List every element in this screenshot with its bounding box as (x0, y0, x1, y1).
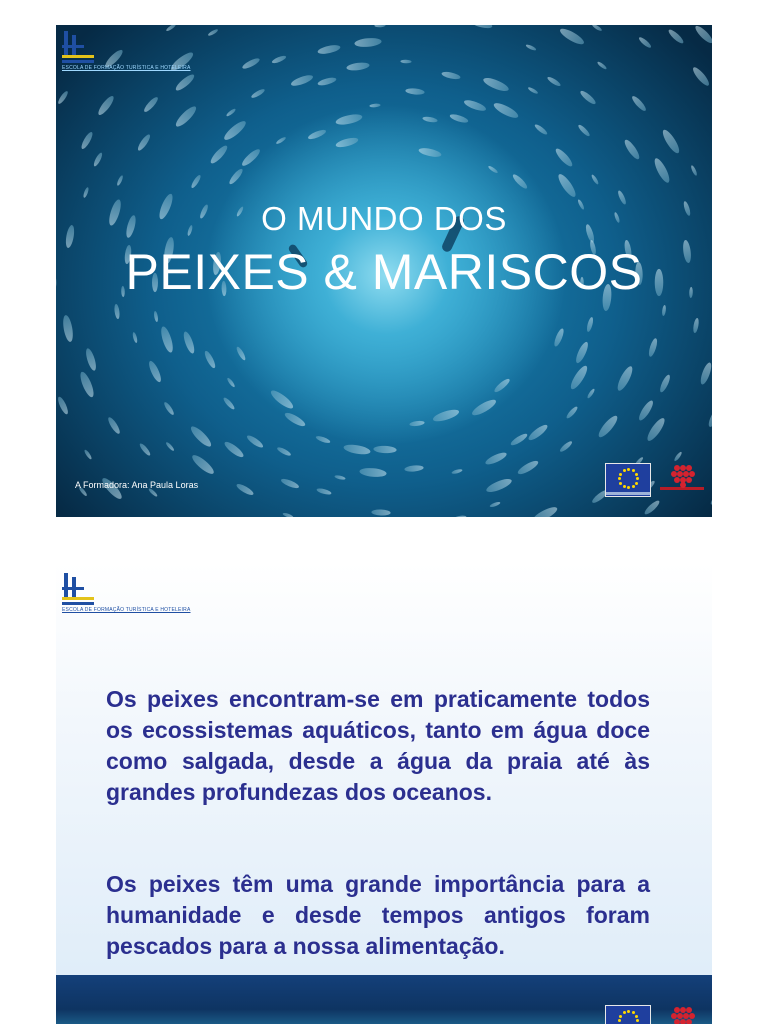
fish-shape (225, 108, 236, 118)
fish-shape (690, 165, 698, 177)
fish-shape (335, 136, 359, 149)
fish-shape (83, 448, 92, 459)
fish-shape (372, 509, 391, 516)
fish-shape (275, 136, 286, 145)
eu-star-shape (618, 1019, 621, 1022)
fish-shape (84, 347, 98, 371)
fish-shape (693, 25, 712, 45)
qren-dot-shape (689, 471, 695, 477)
fish-shape (527, 86, 538, 95)
eu-star-shape (635, 482, 638, 485)
fish-shape (452, 515, 468, 517)
fish-shape (250, 88, 266, 100)
fish-shape (222, 119, 248, 143)
slide-title-line1: O MUNDO DOS (261, 200, 507, 237)
fish-shape (534, 123, 549, 136)
fish-shape (418, 147, 442, 159)
fish-shape (235, 345, 247, 361)
body-paragraph: Os peixes têm uma grande importância para a humanidade e desde tempos antigos foram pescados para a nossa alimentação. (106, 871, 650, 959)
fish-shape (596, 413, 620, 439)
eu-flag-icon (605, 463, 651, 497)
eu-star-shape (636, 477, 639, 480)
fish-shape (531, 504, 559, 517)
fish-shape (316, 487, 332, 496)
fish-shape (662, 305, 667, 317)
fish-shape (61, 314, 74, 342)
fish-shape (290, 73, 314, 88)
eu-star-shape (627, 468, 630, 471)
qren-dot-shape (680, 482, 686, 488)
fish-shape (510, 432, 529, 447)
eu-flag-icon (605, 1005, 651, 1024)
fish-shape (409, 420, 425, 427)
fish-shape (271, 55, 287, 65)
fish-shape (638, 36, 653, 49)
author-credit: A Formadora: Ana Paula Loras (75, 480, 199, 490)
fish-shape (484, 450, 508, 466)
fish-shape (591, 174, 600, 185)
content-slide (56, 563, 712, 1024)
fish-shape (667, 28, 685, 45)
fish-shape (235, 482, 255, 497)
fish-shape (208, 28, 219, 37)
fish-shape (282, 512, 294, 517)
fish-shape (354, 37, 382, 48)
fish-shape (660, 128, 682, 156)
eu-star-shape (623, 1011, 626, 1014)
fish-shape (142, 95, 159, 113)
fish-shape (637, 399, 656, 422)
fish-shape (487, 165, 498, 174)
school-logo (62, 573, 191, 613)
slide-title-line2: PEIXES & MARISCOS (125, 244, 643, 300)
fish-shape (83, 187, 90, 199)
fish-shape (228, 167, 245, 186)
fish-shape (622, 138, 641, 161)
fish-shape (553, 327, 566, 347)
fish-shape (56, 396, 70, 416)
fish-shape (346, 62, 370, 72)
fish-shape (482, 76, 510, 94)
fish-shape (591, 25, 602, 32)
fish-shape (190, 174, 202, 189)
fish-shape (159, 326, 175, 354)
fish-shape (469, 25, 493, 30)
fish-shape (57, 90, 70, 105)
school-logo (62, 31, 191, 71)
fish-shape (189, 424, 214, 449)
fish-shape (645, 416, 668, 443)
fish-shape (691, 65, 711, 87)
qren-logo-icon (660, 461, 704, 493)
fish-shape (92, 151, 103, 167)
fish-shape (511, 173, 529, 191)
qren-dot-shape (689, 1013, 695, 1019)
fish-shape (546, 76, 561, 88)
fish-shape (240, 147, 262, 168)
fish-shape (317, 44, 341, 56)
fish-shape (400, 59, 411, 63)
eu-star-shape (619, 1015, 622, 1018)
fish-shape (648, 338, 659, 358)
fish-shape (526, 422, 549, 442)
fish-shape (597, 61, 608, 71)
school-logo-text: ESCOLA DE FORMAÇÃO TURÍSTICA E HOTELEIRA (62, 65, 191, 71)
fish-shape (707, 404, 712, 428)
eu-star-shape (632, 1011, 635, 1014)
fish-shape (283, 411, 307, 429)
fish-shape (374, 25, 385, 27)
fish-shape (577, 123, 591, 137)
fish-shape (404, 464, 424, 472)
qren-dot-shape (686, 1019, 692, 1024)
fish-shape (449, 112, 469, 123)
fish-shape (699, 361, 712, 385)
fish-shape (136, 133, 152, 152)
eu-star-shape (635, 473, 638, 476)
fish-shape (316, 76, 336, 87)
fish-shape (489, 501, 501, 508)
fish-shape (280, 477, 300, 490)
fish-shape (147, 359, 163, 383)
fish-shape (422, 115, 438, 122)
fish-shape (585, 316, 594, 332)
fish-shape (139, 442, 152, 457)
fish-shape (80, 131, 95, 151)
fish-shape (96, 95, 116, 118)
fish-shape (222, 396, 236, 410)
fish-shape (432, 407, 460, 423)
fish-shape (114, 304, 121, 320)
eu-star-shape (618, 477, 621, 480)
fish-shape (223, 439, 246, 459)
fish-shape (405, 87, 425, 95)
fish-shape (359, 467, 387, 478)
fish-shape (492, 100, 520, 120)
fish-shape (525, 44, 537, 52)
fish-shape (208, 143, 229, 165)
fish-shape (241, 56, 261, 70)
fish-shape (553, 147, 574, 169)
footer-band (56, 975, 712, 1024)
fish-shape (692, 317, 699, 333)
eu-star-shape (623, 485, 626, 488)
fish-shape (245, 433, 264, 449)
eu-star-shape (635, 1015, 638, 1018)
fish-shape (343, 443, 371, 456)
fish-shape (516, 459, 540, 477)
eu-star-shape (627, 1010, 630, 1013)
qren-logo-icon (660, 1003, 704, 1024)
fish-shape (182, 330, 197, 354)
fish-shape (174, 104, 199, 129)
fish-shape (652, 157, 672, 185)
fish-shape (373, 445, 396, 453)
fish-shape (451, 468, 463, 474)
fish-shape (77, 370, 95, 398)
eu-star-shape (627, 486, 630, 489)
fish-shape (709, 491, 712, 506)
fish-shape (558, 26, 586, 47)
fish-shape (163, 401, 176, 416)
eu-star-shape (623, 469, 626, 472)
school-logo-icon (62, 31, 96, 63)
fish-shape (470, 397, 498, 418)
school-logo-text: ESCOLA DE FORMAÇÃO TURÍSTICA E HOTELEIRA (62, 607, 191, 613)
fish-shape (369, 103, 380, 107)
fish-shape (658, 374, 672, 394)
fish-shape (335, 112, 363, 126)
fish-shape (493, 377, 512, 394)
fish-shape (556, 172, 579, 199)
body-paragraph: Os peixes encontram-se em praticamente todos os ecossistemas aquáticos, tanto em água doce como salgada, desde a água da praia até às grandes profundezas dos oceanos. (106, 686, 650, 805)
title-slide (56, 25, 712, 517)
fish-shape (165, 442, 175, 453)
school-logo-icon (62, 573, 96, 605)
fish-shape (441, 70, 461, 80)
fish-shape (132, 332, 138, 344)
fish-shape (569, 363, 591, 391)
fish-shape (203, 349, 217, 369)
fish-shape (565, 406, 579, 420)
fish-shape (227, 377, 237, 388)
fish-shape (579, 89, 598, 106)
fish-shape (485, 476, 513, 494)
fish-shape (307, 128, 327, 141)
fish-shape (630, 94, 647, 112)
eu-star-shape (636, 1019, 639, 1022)
fish-shape (315, 434, 331, 444)
fish-shape (643, 499, 661, 516)
fish-shape (587, 387, 596, 398)
fish-shape (559, 440, 574, 453)
fish-shape (462, 98, 486, 113)
fish-shape (334, 475, 346, 481)
eu-star-shape (632, 469, 635, 472)
fish-shape (106, 416, 121, 435)
fish-shape (153, 310, 158, 322)
fish-shape (173, 73, 195, 93)
eu-star-shape (619, 473, 622, 476)
eu-star-shape (632, 485, 635, 488)
fish-shape (190, 453, 216, 477)
fish-shape (276, 446, 292, 457)
fish-shape (574, 341, 590, 365)
fish-shape (268, 388, 295, 411)
fish-shape (615, 365, 635, 393)
eu-star-shape (619, 482, 622, 485)
qren-dot-shape (686, 477, 692, 483)
fish-shape (116, 174, 124, 186)
